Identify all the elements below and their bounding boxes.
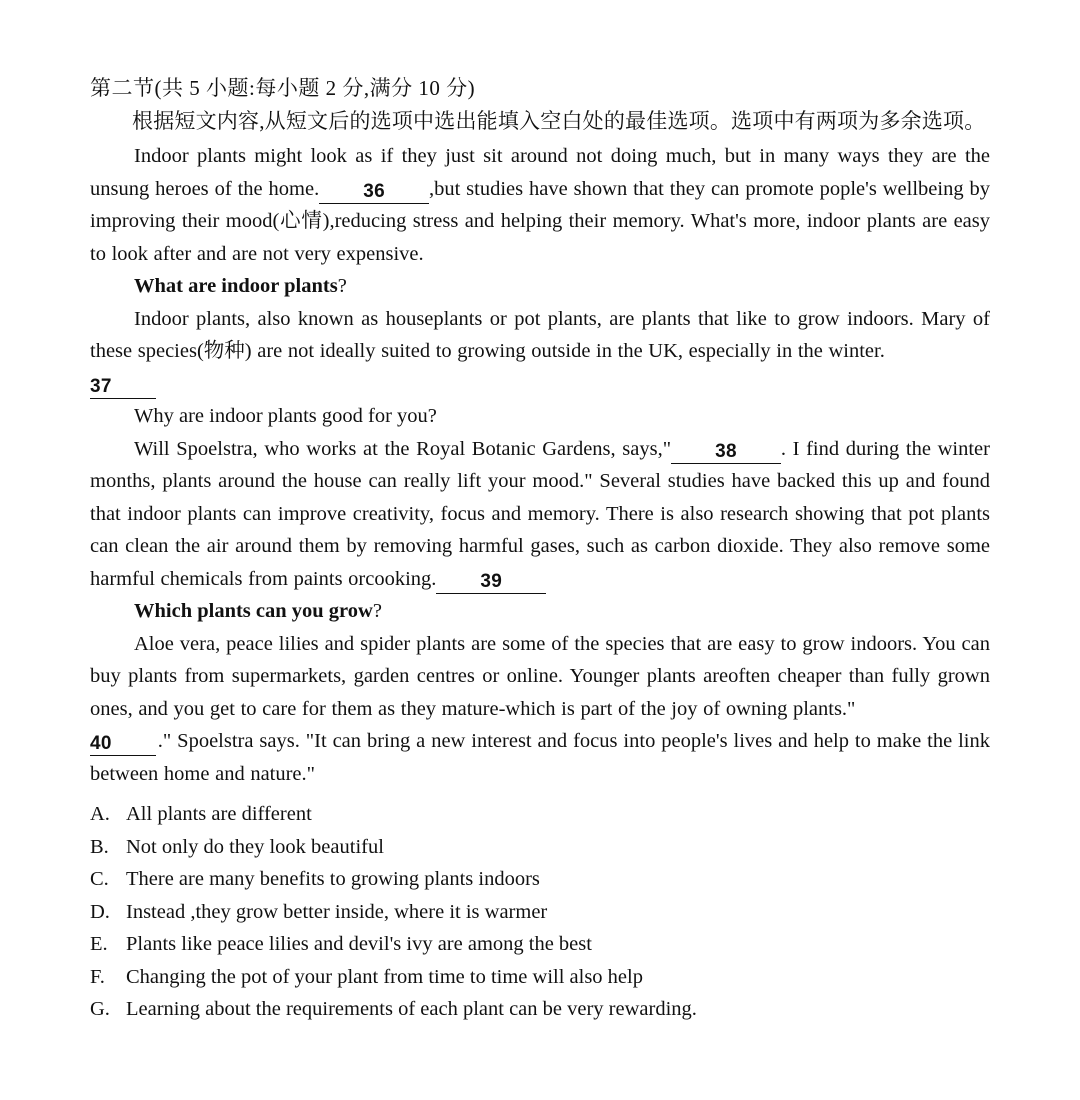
option-item-f[interactable] bbox=[90, 961, 990, 994]
option-label-a: A. bbox=[90, 803, 110, 825]
option-item-a[interactable] bbox=[90, 798, 990, 831]
option-item-e[interactable] bbox=[90, 928, 990, 961]
option-text-d: Instead ,they grow better inside, where it is warmer bbox=[126, 900, 548, 923]
paragraph-5-text-after-blank: ." Spoelstra says. "It can bring a new interest and focus into people's lives and help to make the link between home and nature." bbox=[90, 730, 990, 785]
subheading-3-text: Which plants can you grow bbox=[134, 600, 373, 622]
passage-paragraph-1 bbox=[90, 140, 990, 270]
option-text-b: Not only do they look beautiful bbox=[126, 835, 384, 858]
option-text-f: Changing the pot of your plant from time to time will also help bbox=[126, 965, 643, 988]
subheading-2-text: Why are indoor plants good for you? bbox=[134, 405, 437, 427]
subheading-3-question-mark: ? bbox=[372, 600, 382, 622]
option-label-d: D. bbox=[90, 900, 110, 923]
answer-blank-39[interactable]: 39 bbox=[436, 571, 546, 594]
option-text-a: All plants are different bbox=[126, 803, 312, 825]
option-label-b: B. bbox=[90, 835, 109, 858]
option-label-c: C. bbox=[90, 868, 109, 890]
answer-blank-37-line bbox=[90, 368, 990, 401]
page-content bbox=[90, 72, 990, 1026]
option-label-e: E. bbox=[90, 933, 108, 955]
option-item-b[interactable] bbox=[90, 831, 990, 864]
option-text-c: There are many benefits to growing plants indoors bbox=[126, 868, 540, 890]
section-instruction: 根据短文内容,从短文后的选项中选出能填入空白处的最佳选项。选项中有两项为多余选项。 bbox=[132, 109, 986, 133]
paragraph-1-text-before-blank: Indoor plants might look as if they just sit around not doing much, but in many ways they are the unsung heroes of the home. bbox=[90, 145, 990, 200]
paragraph-3-text-before-blank-38: Will Spoelstra, who works at the Royal Botanic Gardens, says," bbox=[134, 437, 672, 460]
answer-blank-40[interactable]: 40 bbox=[90, 733, 156, 756]
subheading-what-are-indoor-plants bbox=[90, 270, 990, 303]
paragraph-1-text-after-blank: ,but studies have shown that they can promote pople's wellbeing by improving their mood(心情),reducing stress and helping their memory. What's more, indoor plants are easy to look after and are not very expensive. bbox=[90, 177, 990, 265]
paragraph-2-text: Indoor plants, also known as houseplants or pot plants, are plants that like to grow indoors. Mary of these species(物种) are not ideally suited to growing outside in the UK, especially in the winter. bbox=[90, 307, 990, 362]
subheading-which-plants-can-you-grow bbox=[90, 595, 990, 628]
passage-paragraph-4 bbox=[90, 628, 990, 726]
option-item-g[interactable] bbox=[90, 993, 990, 1026]
paragraph-3-text-after-blank-38: . I find during the winter months, plants around the house can really lift your mood." Several studies have backed this up and found that indoor plants can improve creativity, focus and memory. There is also research showing that pot plants can clean the air around them by removing harmful gases, such as carbon dioxide. They also remove some harmful chemicals from paints orcooking. bbox=[90, 437, 990, 590]
passage-paragraph-2 bbox=[90, 303, 990, 368]
answer-blank-38[interactable]: 38 bbox=[671, 441, 781, 464]
subheading-why-are-indoor-plants-good bbox=[90, 400, 990, 433]
passage-paragraph-3 bbox=[90, 433, 990, 596]
paragraph-4-text: Aloe vera, peace lilies and spider plants are some of the species that are easy to grow indoors. You can buy plants from supermarkets, garden centres or online. Younger plants areoften cheaper than fully grown ones, and you get to care for them as they mature-which is part of the joy of owning plants." bbox=[90, 632, 990, 720]
option-item-d[interactable] bbox=[90, 896, 990, 929]
subheading-1-question-mark: ? bbox=[337, 275, 347, 297]
option-text-e: Plants like peace lilies and devil's ivy are among the best bbox=[126, 933, 592, 955]
option-label-g: G. bbox=[90, 998, 110, 1020]
section-header: 第二节(共 5 小题:每小题 2 分,满分 10 分) bbox=[90, 76, 476, 100]
option-item-c[interactable] bbox=[90, 863, 990, 896]
subheading-1-text: What are indoor plants bbox=[134, 275, 338, 297]
answer-options-list bbox=[90, 798, 990, 1026]
answer-blank-37[interactable]: 37 bbox=[90, 376, 156, 399]
passage-paragraph-5 bbox=[90, 725, 990, 790]
option-label-f: F. bbox=[90, 965, 105, 988]
option-text-g: Learning about the requirements of each plant can be very rewarding. bbox=[126, 998, 697, 1020]
answer-blank-36[interactable]: 36 bbox=[319, 181, 429, 204]
